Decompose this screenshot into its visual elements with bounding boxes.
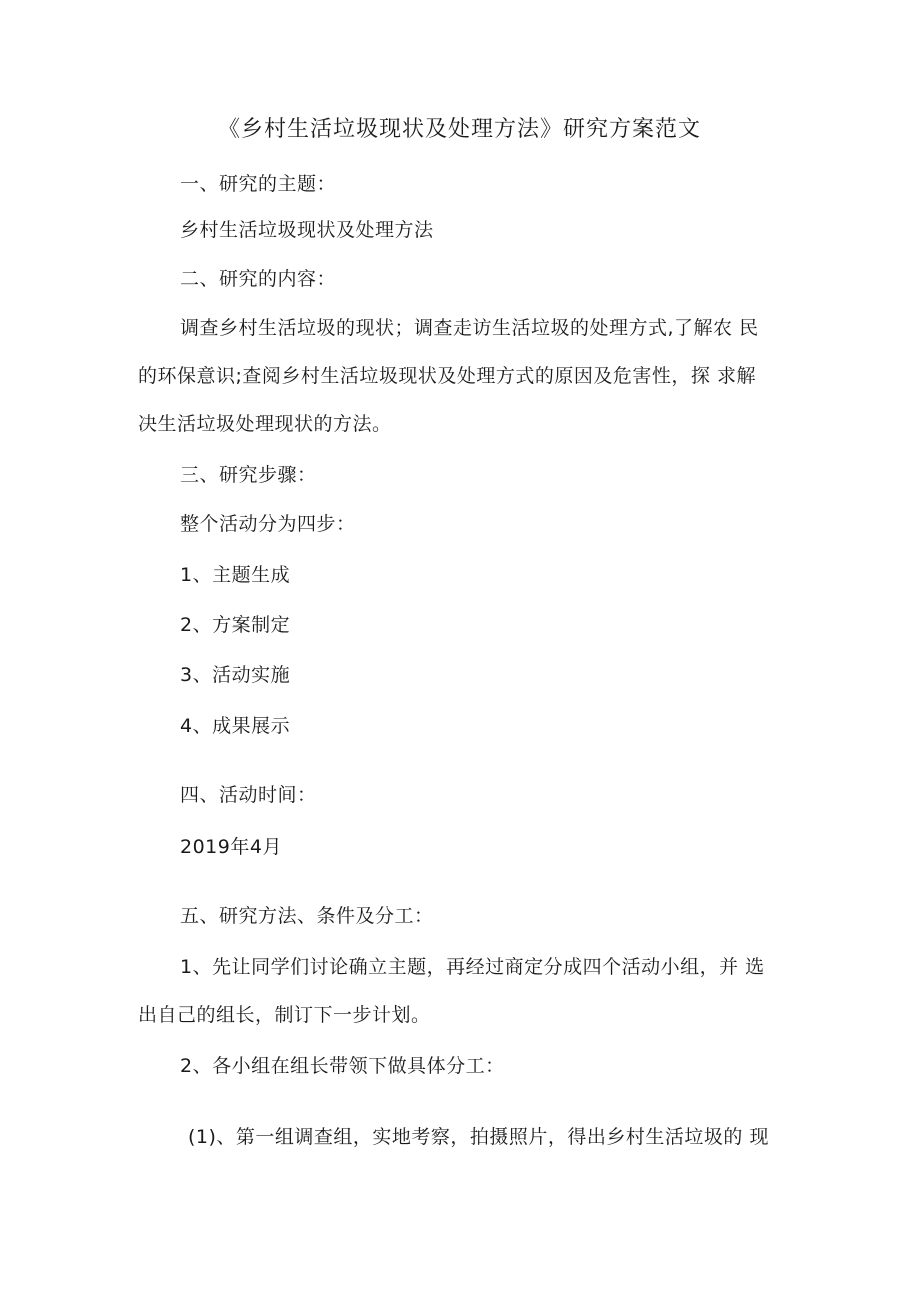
document-title: 《乡村生活垃圾现状及处理方法》研究方案范文 bbox=[218, 117, 702, 142]
section-5-heading: 五、研究方法、条件及分工： bbox=[180, 905, 434, 927]
section-1-body: 乡村生活垃圾现状及处理方法 bbox=[180, 219, 434, 241]
section-2-body-line-1: 调查乡村生活垃圾的现状；调查走访生活垃圾的处理方式,了解农 民 bbox=[180, 317, 759, 339]
section-5-sub-item-1: (1)、第一组调查组，实地考察，拍摄照片，得出乡村生活垃圾的 现 bbox=[188, 1126, 769, 1148]
section-2-body-line-3: 决生活垃圾处理现状的方法。 bbox=[138, 413, 392, 435]
step-item: 3、活动实施 bbox=[180, 664, 291, 686]
section-1-heading: 一、研究的主题： bbox=[180, 173, 337, 195]
section-5-item-1-line-1: 1、先让同学们讨论确立主题，再经过商定分成四个活动小组，并 选 bbox=[180, 956, 765, 978]
section-5-item-2: 2、各小组在组长带领下做具体分工： bbox=[180, 1055, 505, 1077]
section-2-heading: 二、研究的内容： bbox=[180, 268, 337, 290]
step-item: 4、成果展示 bbox=[180, 715, 291, 737]
section-5-item-1-line-2: 出自己的组长，制订下一步计划。 bbox=[138, 1004, 431, 1026]
section-4-heading: 四、活动时间： bbox=[180, 784, 317, 806]
section-3-heading: 三、研究步骤： bbox=[180, 464, 317, 486]
section-4-body: 2019年4月 bbox=[180, 836, 282, 858]
step-item: 2、方案制定 bbox=[180, 614, 291, 636]
section-2-body-line-2: 的环保意识;查阅乡村生活垃圾现状及处理方式的原因及危害性，探 求解 bbox=[138, 365, 756, 387]
section-3-intro: 整个活动分为四步： bbox=[180, 513, 356, 535]
step-item: 1、主题生成 bbox=[180, 564, 291, 586]
